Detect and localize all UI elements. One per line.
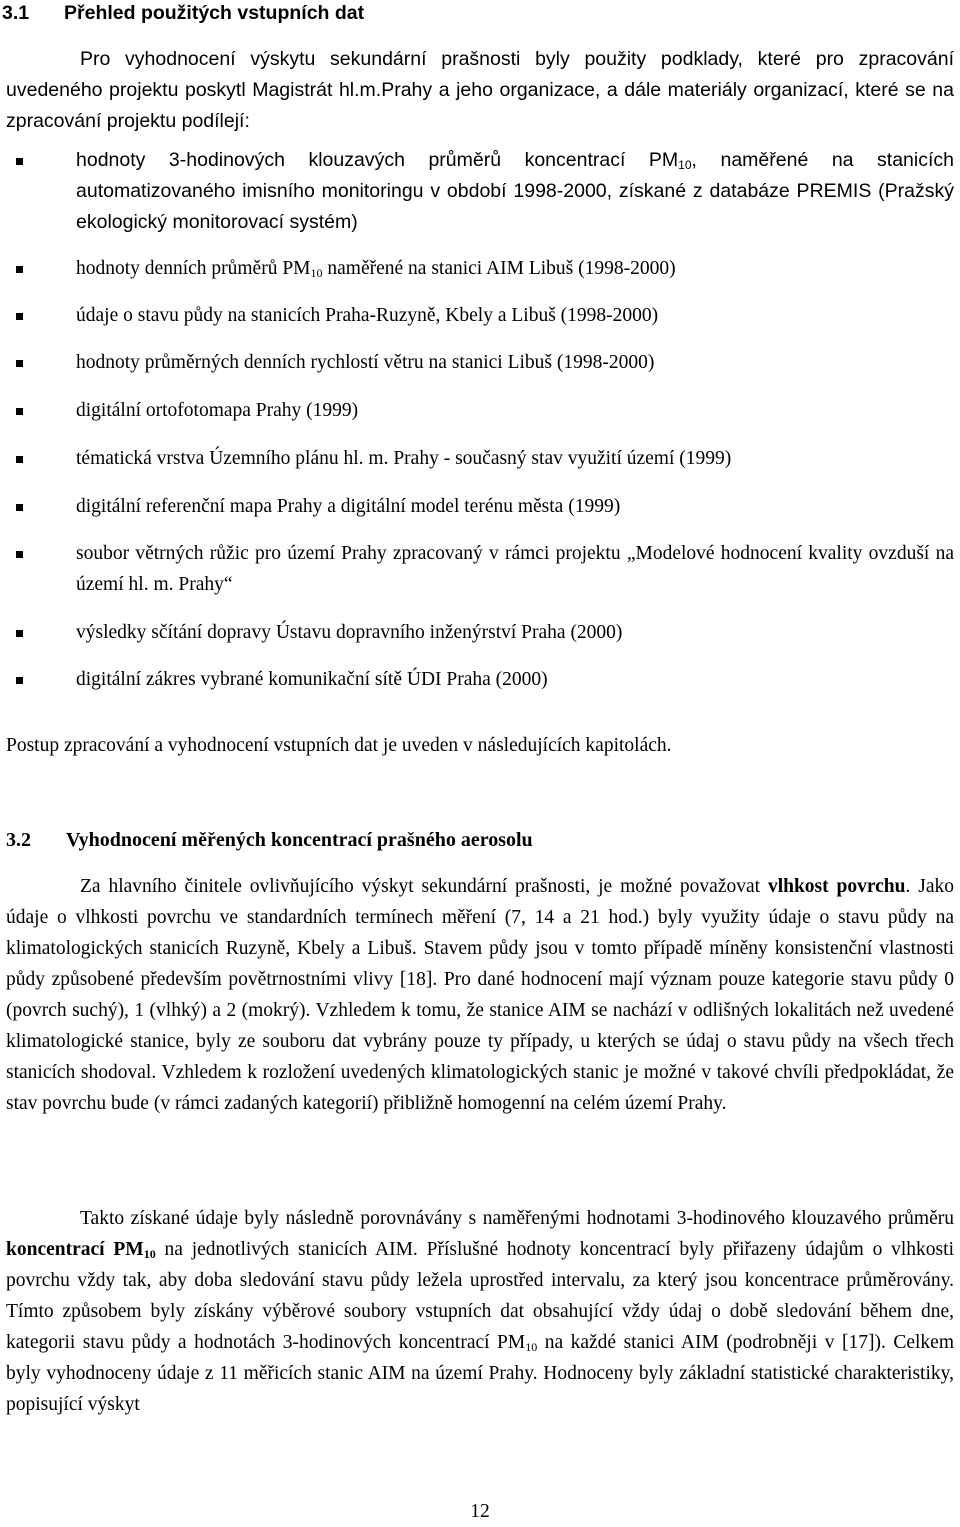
body-paragraph-1: Za hlavního činitele ovlivňujícího výskyt sekundární prašnosti, je možné považovat vlhkost povrchu. Jako údaje o vlhkosti povrchu ve standardních termínech měření (7, 14 a 21 hod.) byly využity údaje o stavu půdy na klimatologických stanicích Ruzyně, Kbely a Libuš. Stavem půdy jsou v tomto případě míněny konsistenční vlastnosti půdy způsobené především povětrnostními vlivy [18]. Pro dané hodnocení mají význam pouze kategorie stavu půdy 0 (povrch suchý), 1 (vlhký) a 2 (mokrý). Vzhledem k tomu, že stanice AIM se nachází v odlišných lokalitách než uvedené klimatologické stanice, byly ze souboru dat vybrány pouze ty případy, u kterých se údaj o stavu půdy na všech třech stanicích shodoval. Vzhledem k rozložení uvedených klimatologických stanic je možné v takové chvíli předpokládat, že stav povrchu bude (v rámci zadaných kategorií) přibližně homogenní na celém území Prahy. [6, 876, 954, 1114]
list-item: soubor větrných růžic pro území Prahy zpracovaný v rámci projektu „Modelové hodnocení kvality ovzduší na území hl. m. Prahy“ [76, 538, 954, 600]
section-number: 3.1 [2, 2, 30, 24]
list-item: digitální ortofotomapa Prahy (1999) [76, 395, 954, 426]
body-paragraph-2: Takto získané údaje byly následně porovnávány s naměřenými hodnotami 3-hodinového klouzavého průměru koncentrací $PM_{10}$ na jednotlivých stanicích AIM. Příslušné hodnoty koncentrací byly přiřazeny údajům o vlhkosti povrchu vždy tak, aby doba sledování stavu půdy ležela uprostřed intervalu, za který jsou koncentrace průměrovány. Tímto způsobem byly získány výběrové soubory vstupních dat obsahující vždy údaj o době sledování během dne, kategorii stavu půdy a hodnotách 3-hodinových koncentrací $PM_{10}$ na každé stanici AIM (podrobněji v [17]). Celkem byly vyhodnoceny údaje z 11 měřicích stanic AIM na území Prahy. Hodnoceny byly základní statistické charakteristiky, popisující výskyt [6, 1208, 954, 1415]
page-number: 12 [470, 1501, 490, 1522]
section-heading-3-2 [6, 825, 946, 855]
list-item: výsledky sčítání dopravy Ústavu dopravního inženýrství Praha (2000) [76, 617, 954, 648]
section-heading-3-1 [2, 0, 952, 28]
closing-paragraph: Postup zpracování a vyhodnocení vstupních dat je uveden v následujících kapitolách. [6, 735, 672, 756]
section-title: Přehled použitých vstupních dat [64, 2, 365, 24]
list-item: hodnoty 3-hodinových klouzavých průměrů koncentrací $PM_{10}$, naměřené na stanicích automatizovaného imisního monitoringu v období 1998-2000, získané z databáze PREMIS (Pražský ekologický monitorovací systém) [76, 145, 954, 238]
section-number: 3.2 [6, 829, 31, 851]
list-item: hodnoty denních průměrů $PM_{10}$ naměřené na stanici AIM Libuš (1998-2000) [76, 253, 954, 284]
intro-paragraph: Pro vyhodnocení výskytu sekundární prašnosti byly použity podklady, které pro zpracování uvedeného projektu poskytl Magistrát hl.m.Prahy a jeho organizace, a dále materiály organizací, které se na zpracování projektu podílejí: [6, 48, 954, 132]
list-item: tématická vrstva Územního plánu hl. m. Prahy - současný stav využití území (1999) [76, 443, 954, 474]
section-title: Vyhodnocení měřených koncentrací prašného aerosolu [66, 829, 533, 851]
list-item: digitální referenční mapa Prahy a digitální model terénu města (1999) [76, 491, 954, 522]
list-item: hodnoty průměrných denních rychlostí větru na stanici Libuš (1998-2000) [76, 347, 954, 378]
list-item: údaje o stavu půdy na stanicích Praha-Ruzyně, Kbely a Libuš (1998-2000) [76, 300, 954, 331]
list-item: digitální zákres vybrané komunikační sítě ÚDI Praha (2000) [76, 664, 954, 695]
